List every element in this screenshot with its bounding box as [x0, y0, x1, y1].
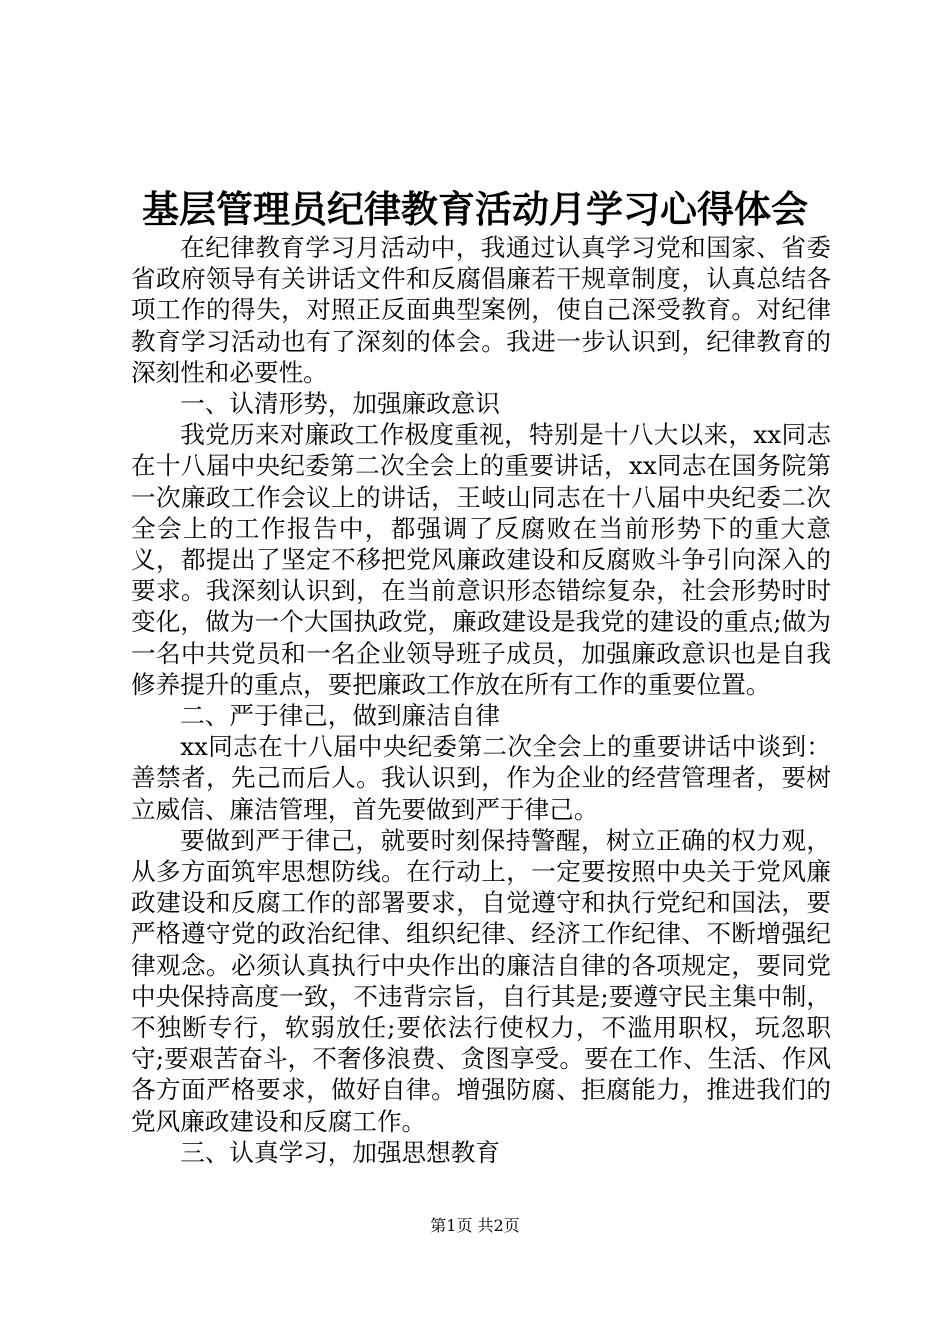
paragraph-section-2a: xx同志在十八届中央纪委第二次全会上的重要讲话中谈到：善禁者，先己而后人。我认识到，作为企业的经营管理者，要树立威信、廉洁管理，首先要做到严于律己。 [131, 732, 831, 824]
paragraph-intro: 在纪律教育学习月活动中，我通过认真学习党和国家、省委省政府领导有关讲话文件和反腐倡廉若干规章制度，认真总结各项工作的得失，对照正反面典型案例，使自己深受教育。对纪律教育学习活动也有了深刻的体会。我进一步认识到，纪律教育的深刻性和必要性。 [131, 233, 831, 387]
document-title: 基层管理员纪律教育活动月学习心得体会 [142, 187, 808, 231]
section-heading-1: 一、认清形势，加强廉政意识 [180, 389, 500, 419]
section-heading-2: 二、严于律己，做到廉洁自律 [180, 701, 500, 731]
paragraph-section-1: 我党历来对廉政工作极度重视，特别是十八大以来，xx同志在十八届中央纪委第二次全会上的重要讲话，xx同志在国务院第一次廉政工作会议上的讲话，王岐山同志在十八届中央纪委二次全会上的工作报告中，都强调了反腐败在当前形势下的重大意义，都提出了坚定不移把党风廉政建设和反腐败斗争引向深入的要求。我深刻认识到，在当前意识形态错综复杂，社会形势时时变化，做为一个大国执政党，廉政建设是我党的建设的重点;做为一名中共党员和一名企业领导班子成员，加强廉政意识也是自我修养提升的重点，要把廉政工作放在所有工作的重要位置。 [131, 420, 831, 699]
paragraph-section-2b: 要做到严于律己，就要时刻保持警醒，树立正确的权力观，从多方面筑牢思想防线。在行动上，一定要按照中央关于党风廉政建设和反腐工作的部署要求，自觉遵守和执行党纪和国法，要严格遵守党的政治纪律、组织纪律、经济工作纪律、不断增强纪律观念。必须认真执行中央作出的廉洁自律的各项规定，要同党中央保持高度一致，不违背宗旨，自行其是;要遵守民主集中制，不独断专行，软弱放任;要依法行使权力，不滥用职权，玩忽职守;要艰苦奋斗，不奢侈浪费、贪图享受。要在工作、生活、作风各方面严格要求，做好自律。增强防腐、拒腐能力，推进我们的党风廉政建设和反腐工作。 [131, 825, 831, 1136]
page-number-footer: 第1页 共2页 [430, 1216, 520, 1235]
document-body [131, 232, 831, 1168]
section-heading-3: 三、认真学习，加强思想教育 [180, 1137, 500, 1167]
